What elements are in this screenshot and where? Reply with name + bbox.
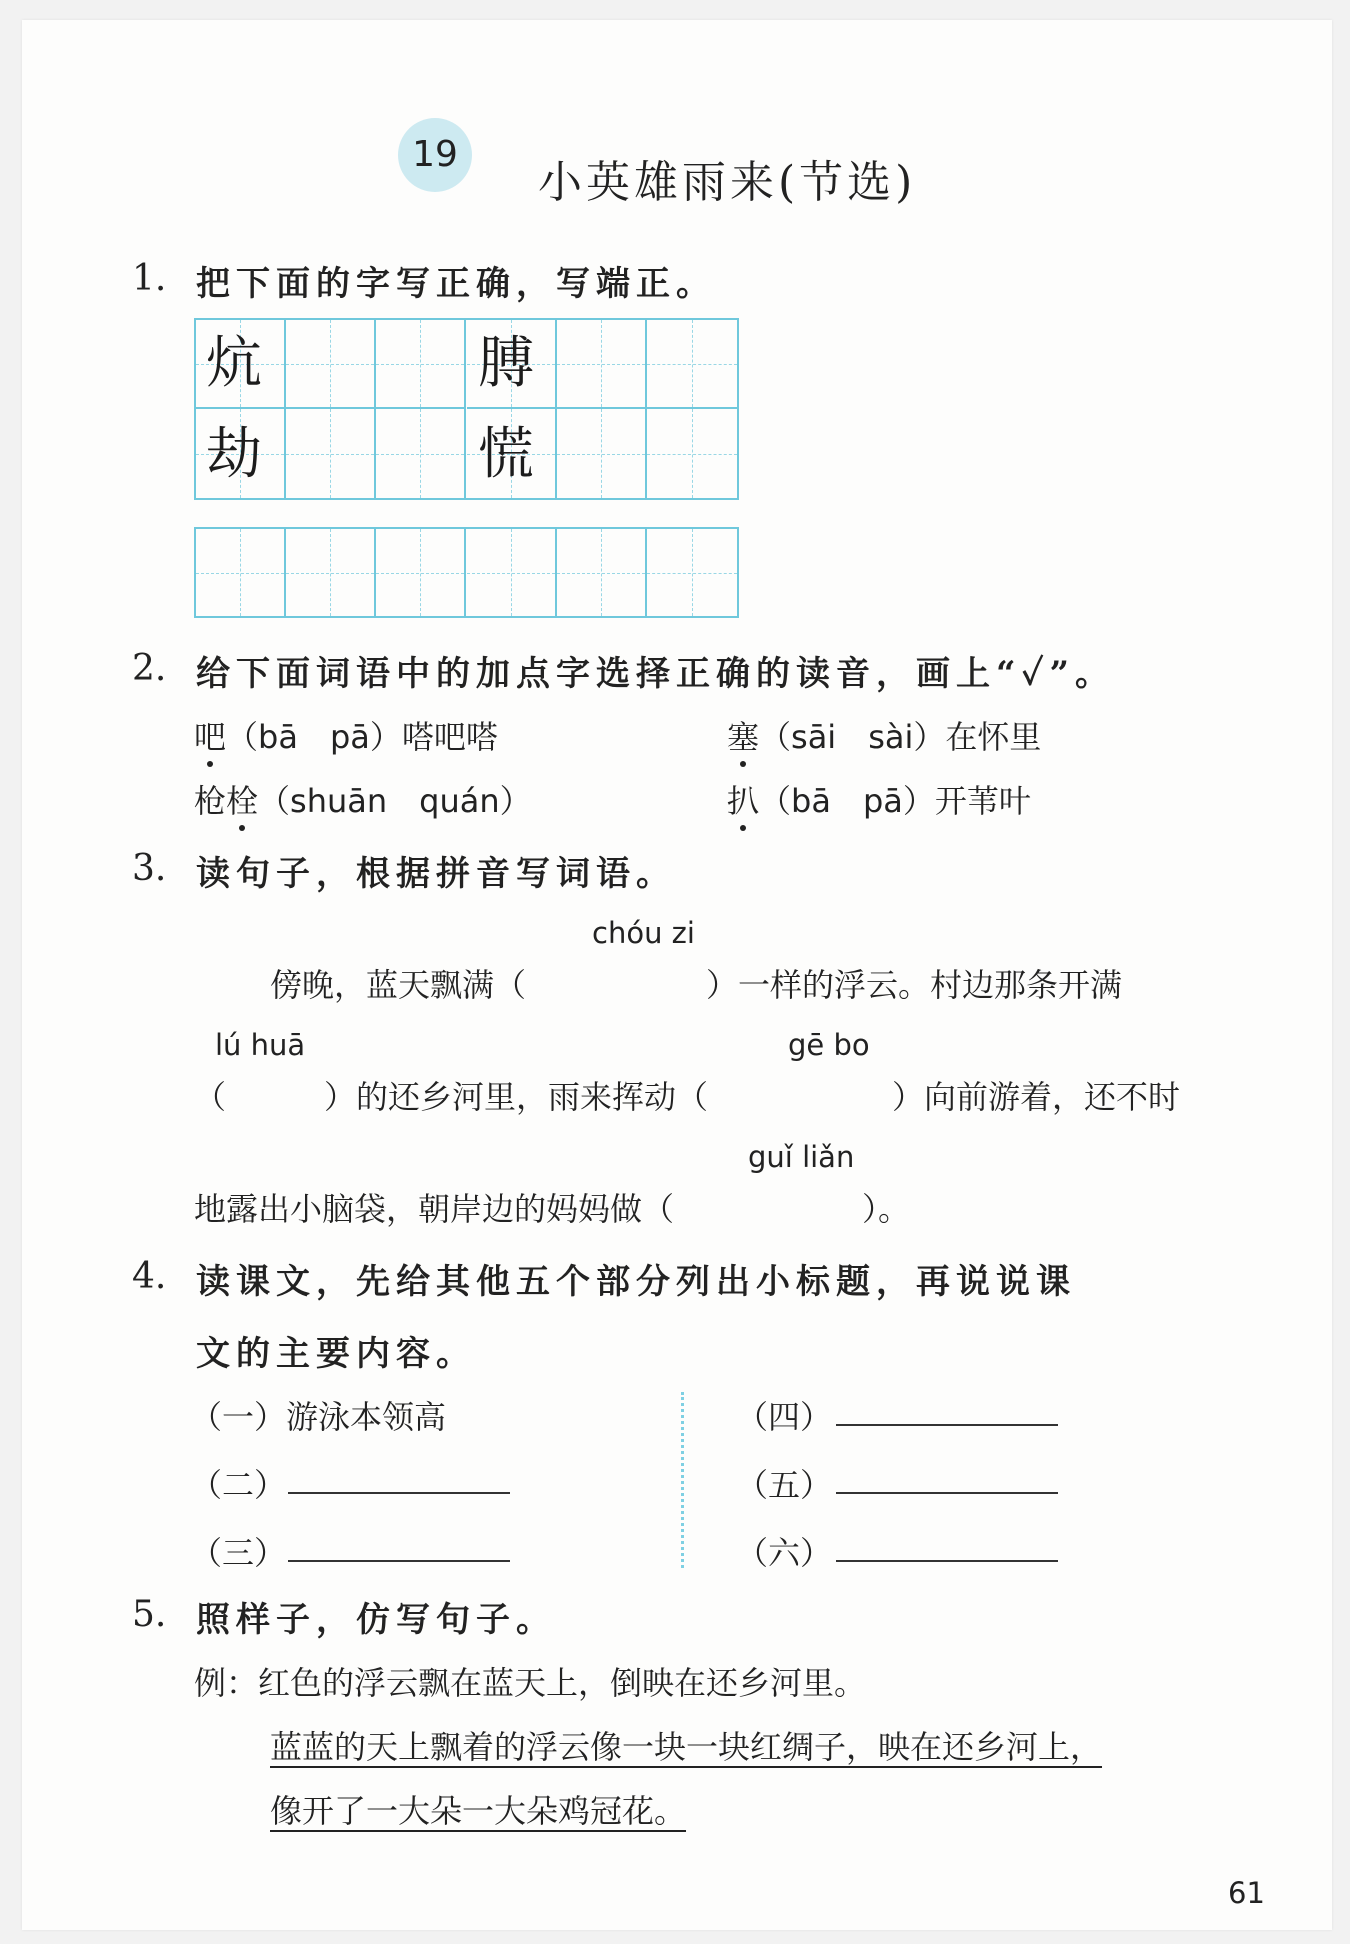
writing-cell[interactable] <box>376 409 466 498</box>
part-2-label: （二） <box>190 1466 287 1504</box>
q4-instruction-line2: 文的主要内容。 <box>196 1334 476 1374</box>
q2-item-4 <box>727 776 1031 822</box>
q2-item-1 <box>194 712 498 758</box>
word-rest: 开苇叶 <box>934 782 1031 820</box>
grid-guide-horizontal <box>557 364 645 365</box>
writing-cell[interactable] <box>647 529 737 616</box>
part-5-label: （五） <box>736 1466 833 1504</box>
q1-instruction: 把下面的字写正确，写端正。 <box>196 264 716 304</box>
grid-char-4: 慌 <box>478 422 534 487</box>
part-5-answer-line[interactable] <box>836 1492 1058 1494</box>
pinyin-luhua: lú huā <box>215 1028 306 1062</box>
q2-instruction: 给下面词语中的加点字选择正确的读音，画上“✓”。 <box>196 654 1116 694</box>
dotted-char: 塞 <box>727 712 759 758</box>
workbook-page <box>22 20 1332 1930</box>
grid-guide-horizontal <box>196 573 284 574</box>
grid-guide-horizontal <box>557 454 645 455</box>
writing-cell[interactable] <box>557 529 647 616</box>
q5-number: 5. <box>132 1594 167 1635</box>
writing-cell[interactable] <box>286 529 376 616</box>
pinyin-options: （shuān quán） <box>258 782 532 820</box>
writing-cell[interactable] <box>647 320 737 409</box>
grid-guide-horizontal <box>647 573 737 574</box>
q2-item-3 <box>194 776 532 822</box>
part-title: 游泳本领高 <box>286 1398 447 1436</box>
word-rest: 嗒吧嗒 <box>401 718 498 756</box>
grid-guide-horizontal <box>467 573 555 574</box>
q5-example: 例：红色的浮云飘在蓝天上，倒映在还乡河里。 <box>194 1664 867 1702</box>
q3-number: 3. <box>132 848 167 889</box>
part-6-answer-line[interactable] <box>836 1560 1058 1562</box>
pinyin-gebo: gē bo <box>788 1028 870 1062</box>
q2-number: 2. <box>132 648 167 689</box>
q3-instruction: 读句子，根据拼音写词语。 <box>196 854 676 894</box>
lesson-number-badge: 19 <box>398 118 472 192</box>
grid-guide-horizontal <box>286 454 374 455</box>
pinyin-options: （bā pā） <box>226 718 402 756</box>
q3-line-3b: ）。 <box>862 1190 911 1228</box>
dotted-char: 扒 <box>727 776 759 822</box>
q5-sentence-line2: 像开了一大朵一大朵鸡冠花。 <box>270 1792 687 1830</box>
grid-guide-horizontal <box>376 573 464 574</box>
part-label: （一） <box>190 1398 287 1436</box>
part-3-answer-line[interactable] <box>288 1560 510 1562</box>
writing-cell[interactable] <box>557 320 647 409</box>
part-2-answer-line[interactable] <box>288 1492 510 1494</box>
q3-line-1a: 傍晚，蓝天飘满（ <box>270 966 527 1004</box>
q3-line-1b: ）一样的浮云。村边那条开满 <box>706 966 1123 1004</box>
q4-instruction-line1: 读课文，先给其他五个部分列出小标题，再说说课 <box>196 1262 1076 1302</box>
writing-cell[interactable] <box>286 409 376 498</box>
writing-cell[interactable] <box>647 409 737 498</box>
pinyin-options: （bā pā） <box>759 782 935 820</box>
writing-cell[interactable] <box>286 320 376 409</box>
word-prefix: 枪 <box>194 782 227 820</box>
lesson-title: 小英雄雨来(节选) <box>538 157 917 208</box>
part-4-label: （四） <box>736 1398 833 1436</box>
pinyin-options: （sāi sài） <box>759 718 946 756</box>
writing-cell[interactable] <box>376 529 466 616</box>
grid-char-3: 劫 <box>206 422 262 487</box>
part-6-label: （六） <box>736 1534 833 1572</box>
writing-cell[interactable] <box>196 529 286 616</box>
grid-char-2: 膊 <box>478 331 534 396</box>
q5-instruction: 照样子，仿写句子。 <box>196 1600 556 1640</box>
dotted-char: 栓 <box>226 776 258 822</box>
writing-grid-characters <box>194 318 739 500</box>
q3-line-2a: （ <box>194 1078 227 1116</box>
grid-guide-horizontal <box>557 573 645 574</box>
pinyin-guilian: guǐ liǎn <box>748 1140 855 1174</box>
grid-guide-horizontal <box>286 573 374 574</box>
grid-guide-horizontal <box>376 364 464 365</box>
grid-guide-horizontal <box>286 364 374 365</box>
grid-guide-horizontal <box>647 364 737 365</box>
part-4-answer-line[interactable] <box>836 1424 1058 1426</box>
q4-number: 4. <box>132 1256 167 1297</box>
q3-line-2c: ）向前游着，还不时 <box>892 1078 1181 1116</box>
grid-guide-horizontal <box>376 454 464 455</box>
dotted-char: 吧 <box>194 712 226 758</box>
q1-number: 1. <box>132 258 167 299</box>
grid-guide-horizontal <box>647 454 737 455</box>
q2-item-2 <box>727 712 1041 758</box>
writing-cell[interactable] <box>557 409 647 498</box>
q3-line-2b: ）的还乡河里，雨来挥动（ <box>324 1078 709 1116</box>
q3-line-3a: 地露出小脑袋，朝岸边的妈妈做（ <box>194 1190 675 1228</box>
part-3-label: （三） <box>190 1534 287 1572</box>
writing-cell[interactable] <box>376 320 466 409</box>
column-separator <box>681 1392 684 1568</box>
writing-grid-blank <box>194 527 739 618</box>
word-rest: 在怀里 <box>945 718 1042 756</box>
writing-cell[interactable] <box>467 529 557 616</box>
q5-sentence-line1: 蓝蓝的天上飘着的浮云像一块一块红绸子，映在还乡河上， <box>270 1728 1103 1766</box>
grid-char-1: 炕 <box>206 331 262 396</box>
pinyin-chouzi: chóu zi <box>592 916 695 950</box>
page-number: 61 <box>1228 1876 1265 1910</box>
part-1 <box>190 1392 446 1438</box>
